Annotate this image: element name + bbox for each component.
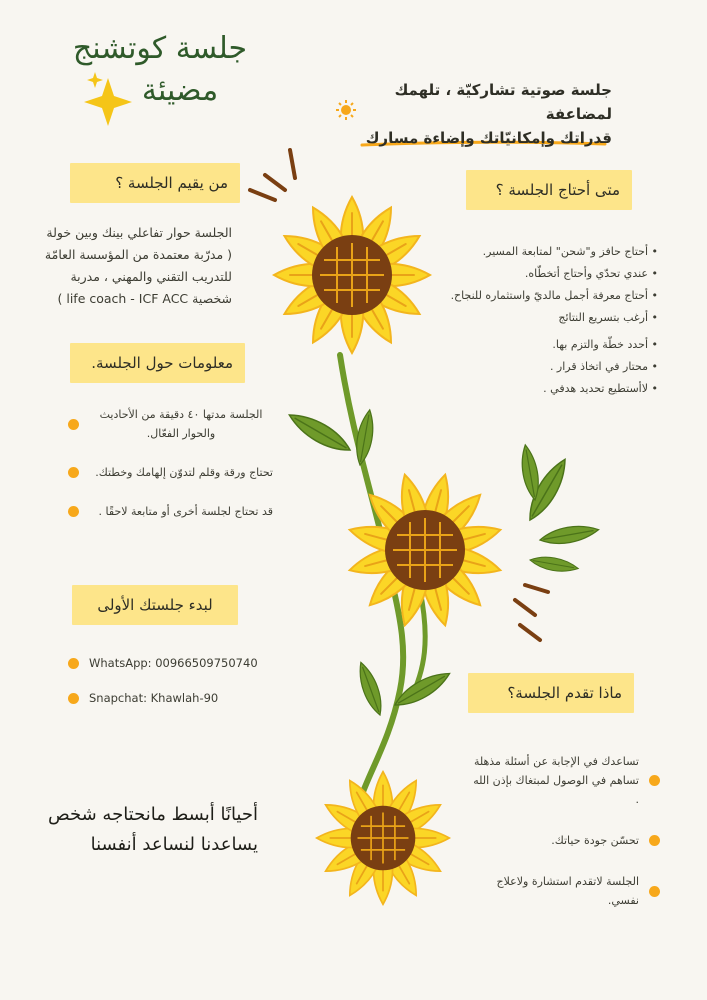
info-heading-text: معلومات حول الجلسة. [91,354,233,372]
when-heading-text: متى أحتاج الجلسة ؟ [495,181,620,199]
when-item: • عندي تحدّي وأحتاج أتخطّاه. [524,267,658,280]
title-line-1: جلسة كوتشنج [72,31,248,66]
info-item: قد تحتاج لجلسة أخرى أو متابعة لاحقًا . [68,502,273,521]
page-title [40,28,280,112]
when-item: • محتار في اتخاذ قرار . [549,360,658,373]
info-item: تحتاج ورقة وقلم لتدوّن إلهامك وخطتك. [68,463,273,482]
offer-item: تساعدك في الإجابة عن أسئلة مذهلة تساهم في الوصول لمبتغاك بإذن الله . [470,752,660,809]
closing-quote [22,800,258,860]
bullet-dot [68,467,79,478]
offer-heading [468,673,634,713]
who-line: الجلسة حوار تفاعلي بينك وبين خولة [46,225,232,240]
quote-line-2: يساعدنا لنساعد أنفسنا [90,834,258,855]
when-item: • لاأستطيع تحديد هدفي . [543,382,658,395]
who-description [40,222,232,310]
when-item: • أحتاج معرفة أجمل مالديّ واستثماره للنجاح. [450,289,658,302]
when-item: • أحدد خطّة والتزم بها. [552,338,658,351]
info-item: الجلسة مدتها ٤٠ دقيقة من الأحاديث والحوار الفعّال. [68,405,273,443]
bullet-dot [68,693,79,704]
offer-list [470,752,660,910]
when-item: • أحتاج حافز و"شحن" لمتابعة المسير. [482,245,658,258]
bullet-dot [68,419,79,430]
start-heading [72,585,238,625]
subtitle-line-1: جلسة صوتية تشاركيّة ، تلهمك لمضاعفة [394,81,612,123]
subtitle [330,78,612,150]
whatsapp-number[interactable]: WhatsApp: 00966509750740 [89,656,258,670]
offer-item: الجلسة لاتقدم استشارة ولاعلاج نفسي. [470,872,660,910]
who-line: للتدريب التقني والمهني ، مدربة [70,269,232,284]
snapchat-handle[interactable]: Snapchat: Khawlah-90 [89,691,219,705]
offer-item: تحسّن جودة حياتك. [470,831,660,850]
title-line-2: مضيئة [141,73,219,108]
when-heading [466,170,632,210]
who-heading-text: من يقيم الجلسة ؟ [115,174,228,192]
when-item: • أرغب بتسريع النتائج [558,311,658,324]
bullet-dot [68,506,79,517]
bullet-dot [649,886,660,897]
start-heading-text: لبدء جلستك الأولى [97,596,213,614]
subtitle-line-2: قدراتك وإمكانيّاتك وإضاءة مسارك [365,129,612,147]
quote-line-1: أحيانًا أبسط مانحتاجه شخص [47,804,258,825]
info-heading [70,343,245,383]
bullet-dot [68,658,79,669]
who-line: ( مدرّبة معتمدة من المؤسسة العامّة [44,247,232,262]
when-list [440,242,658,398]
who-line: شخصية life coach - ICF ACC ) [57,291,232,306]
info-list [68,405,273,521]
offer-heading-text: ماذا تقدم الجلسة؟ [507,684,622,702]
bullet-dot [649,775,660,786]
who-heading [70,163,240,203]
whatsapp-contact[interactable] [68,654,258,673]
snapchat-contact[interactable] [68,689,218,708]
bullet-dot [649,835,660,846]
